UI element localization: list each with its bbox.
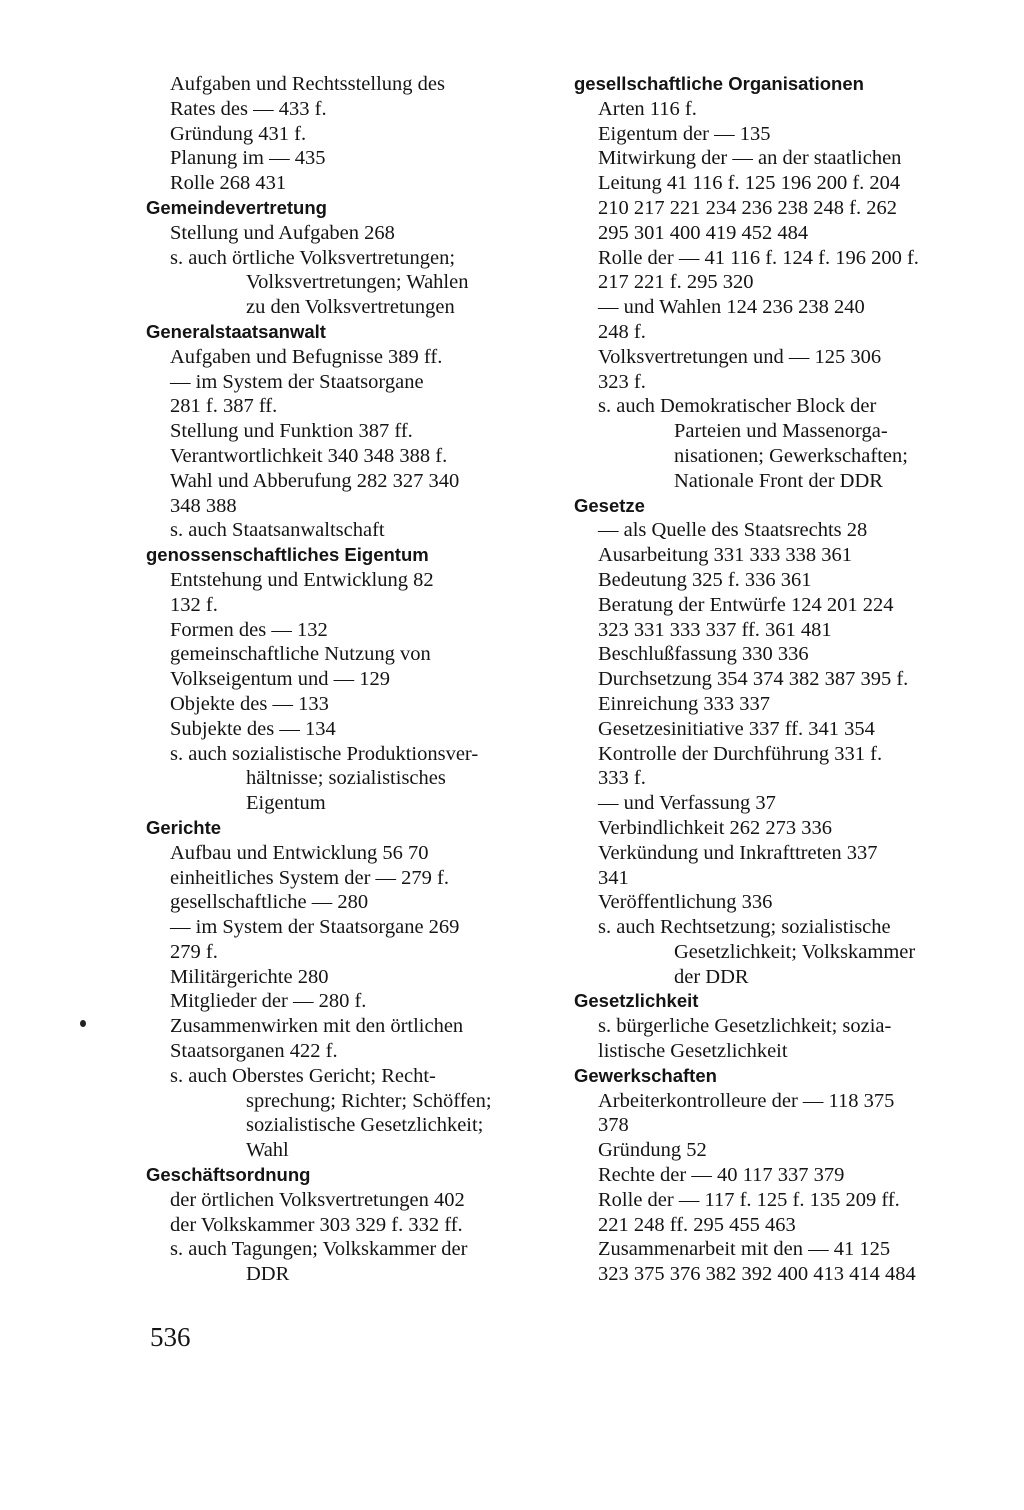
index-entry: 323 375 376 382 392 400 413 414 484	[598, 1263, 916, 1286]
index-entry: Rechte der — 40 117 337 379	[598, 1164, 845, 1187]
index-entry: s. auch Demokratischer Block der	[598, 395, 877, 418]
index-entry: Aufgaben und Befugnisse 389 ff.	[170, 345, 443, 368]
index-entry: — im System der Staatsorgane	[170, 370, 424, 393]
index-entry: — im System der Staatsorgane 269	[170, 916, 460, 939]
index-continuation: Wahl	[246, 1139, 289, 1162]
index-entry: Beratung der Entwürfe 124 201 224	[598, 593, 894, 616]
index-entry: Einreichung 333 337	[598, 692, 770, 715]
index-continuation: Eigentum	[246, 792, 326, 815]
index-entry: Arten 116 f.	[598, 97, 697, 120]
index-entry: 248 f.	[598, 320, 646, 343]
index-entry: 341	[598, 866, 629, 889]
index-entry: der örtlichen Volksvertretungen 402	[170, 1188, 465, 1211]
index-entry: 217 221 f. 295 320	[598, 271, 754, 294]
index-entry: Verkündung und Inkrafttreten 337	[598, 841, 878, 864]
index-entry: der Volkskammer 303 329 f. 332 ff.	[170, 1213, 463, 1236]
index-continuation: Parteien und Massenorga-	[674, 420, 888, 443]
ink-speck	[80, 1020, 86, 1027]
index-entry: Bedeutung 325 f. 336 361	[598, 568, 812, 591]
index-heading: Gesetzlichkeit	[574, 990, 699, 1012]
index-entry: Beschlußfassung 330 336	[598, 643, 809, 666]
index-entry: — und Verfassung 37	[598, 792, 776, 815]
index-continuation: Gesetzlichkeit; Volkskammer	[674, 940, 916, 963]
index-entry: Formen des — 132	[170, 618, 328, 641]
index-entry: Arbeiterkontrolleure der — 118 375	[598, 1089, 895, 1112]
index-entry: Subjekte des — 134	[170, 717, 336, 740]
index-entry: Zusammenwirken mit den örtlichen	[170, 1015, 464, 1038]
index-entry: Mitglieder der — 280 f.	[170, 990, 367, 1013]
index-entry: 333 f.	[598, 767, 646, 790]
index-entry: Rates des — 433 f.	[170, 97, 327, 120]
index-column-right	[574, 72, 994, 1287]
index-entry: s. auch Tagungen; Volkskammer der	[170, 1238, 468, 1261]
index-entry: Zusammenarbeit mit den — 41 125	[598, 1238, 891, 1261]
index-entry: Entstehung und Entwicklung 82	[170, 568, 434, 591]
index-entry: s. auch örtliche Volksvertretungen;	[170, 246, 456, 269]
index-entry: Gesetzesinitiative 337 ff. 341 354	[598, 717, 875, 740]
index-entry: Objekte des — 133	[170, 692, 329, 715]
index-entry: Volkseigentum und — 129	[170, 668, 390, 691]
index-entry: Mitwirkung der — an der staatlichen	[598, 147, 902, 170]
index-entry: Leitung 41 116 f. 125 196 200 f. 204	[598, 172, 901, 195]
index-entry: Rolle der — 117 f. 125 f. 135 209 ff.	[598, 1188, 900, 1211]
index-entry: Wahl und Abberufung 282 327 340	[170, 469, 460, 492]
index-heading: Gerichte	[146, 816, 222, 838]
index-heading: gesellschaftliche Organisationen	[574, 73, 864, 94]
index-entry: 132 f.	[170, 593, 218, 616]
index-entry: 281 f. 387 ff.	[170, 395, 278, 418]
index-heading: Gewerkschaften	[574, 1064, 717, 1086]
index-entry: s. bürgerliche Gesetzlichkeit; sozia-	[598, 1015, 892, 1038]
index-entry: gesellschaftliche — 280	[170, 891, 369, 914]
index-entry: 221 248 ff. 295 455 463	[598, 1213, 796, 1236]
index-heading: Geschäftsordnung	[146, 1164, 311, 1186]
index-entry: Gründung 52	[598, 1139, 707, 1162]
index-entry: Stellung und Aufgaben 268	[170, 221, 395, 244]
index-entry: 323 331 333 337 ff. 361 481	[598, 618, 832, 641]
index-entry: Rolle der — 41 116 f. 124 f. 196 200 f.	[598, 246, 919, 269]
index-continuation: der DDR	[674, 965, 749, 988]
index-continuation: Volksvertretungen; Wahlen	[246, 271, 469, 294]
index-entry: 323 f.	[598, 370, 646, 393]
index-continuation: sprechung; Richter; Schöffen;	[246, 1089, 492, 1112]
index-entry: listische Gesetzlichkeit	[598, 1040, 788, 1063]
index-entry: — und Wahlen 124 236 238 240	[598, 296, 865, 319]
index-entry: Militärgerichte 280	[170, 965, 329, 988]
index-entry: 378	[598, 1114, 629, 1137]
index-column-left	[146, 72, 566, 1287]
page-number: 536	[150, 1322, 191, 1352]
index-heading: genossenschaftliches Eigentum	[146, 544, 429, 566]
index-entry: — als Quelle des Staatsrechts 28	[598, 519, 868, 542]
index-entry: Durchsetzung 354 374 382 387 395 f.	[598, 668, 909, 691]
index-entry: s. auch sozialistische Produktionsver-	[170, 742, 479, 765]
index-continuation: zu den Volksvertretungen	[246, 296, 455, 319]
index-entry: 348 388	[170, 494, 237, 517]
index-entry: Aufbau und Entwicklung 56 70	[170, 841, 429, 864]
index-entry: 295 301 400 419 452 484	[598, 221, 809, 244]
index-entry: Ausarbeitung 331 333 338 361	[598, 544, 852, 567]
index-entry: 210 217 221 234 236 238 248 f. 262	[598, 196, 897, 219]
index-entry: einheitliches System der — 279 f.	[170, 866, 449, 889]
index-entry: 279 f.	[170, 940, 218, 963]
index-entry: Eigentum der — 135	[598, 122, 771, 145]
index-heading: Gesetze	[574, 494, 645, 516]
index-entry: Verantwortlichkeit 340 348 388 f.	[170, 444, 448, 467]
index-entry: Planung im — 435	[170, 147, 326, 170]
index-entry: s. auch Staatsanwaltschaft	[170, 519, 385, 542]
index-heading: Gemeindevertretung	[146, 196, 327, 218]
index-entry: s. auch Rechtsetzung; sozialistische	[598, 916, 891, 939]
index-heading: Generalstaatsanwalt	[146, 320, 326, 342]
index-entry: Aufgaben und Rechtsstellung des	[170, 73, 445, 95]
index-entry: Rolle 268 431	[170, 172, 287, 195]
index-entry: Veröffentlichung 336	[598, 891, 773, 914]
index-entry: Gründung 431 f.	[170, 122, 307, 145]
index-continuation: hältnisse; sozialistisches	[246, 767, 446, 790]
index-continuation: Nationale Front der DDR	[674, 469, 883, 492]
index-continuation: sozialistische Gesetzlichkeit;	[246, 1114, 484, 1137]
index-entry: Staatsorganen 422 f.	[170, 1040, 338, 1063]
index-continuation: nisationen; Gewerkschaften;	[674, 444, 908, 467]
index-entry: gemeinschaftliche Nutzung von	[170, 643, 431, 666]
index-entry: Kontrolle der Durchführung 331 f.	[598, 742, 883, 765]
index-entry: Volksvertretungen und — 125 306	[598, 345, 882, 368]
index-entry: s. auch Oberstes Gericht; Recht-	[170, 1064, 436, 1087]
index-continuation: DDR	[246, 1263, 290, 1286]
index-entry: Stellung und Funktion 387 ff.	[170, 420, 413, 443]
index-entry: Verbindlichkeit 262 273 336	[598, 816, 833, 839]
